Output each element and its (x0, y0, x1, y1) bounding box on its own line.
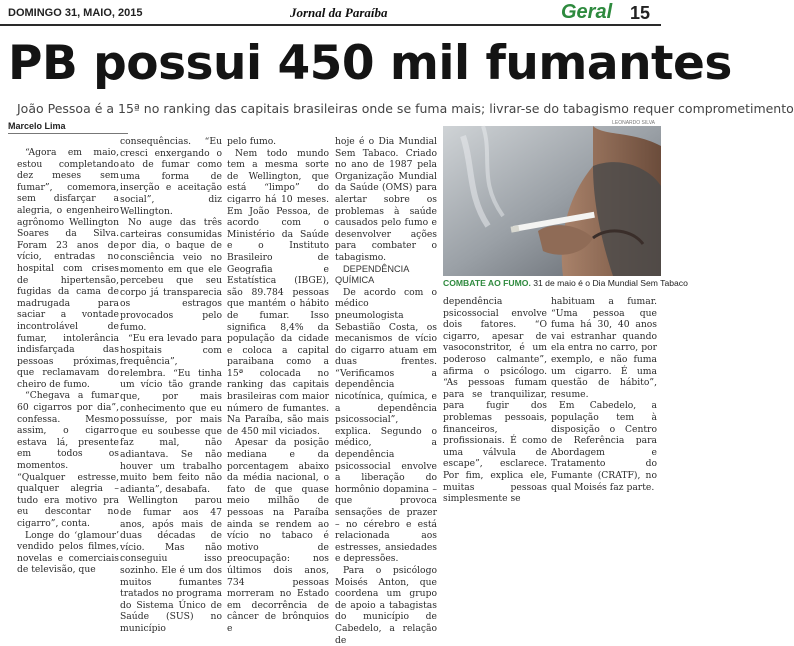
paragraph: hoje é o Dia Mundial Sem Tabaco. Criado no ano de 1987 pela Organização Mundial da Saúde (OMS) para alertar sobre os problemas à saúde causados pelo fumo e desenvolver ações para combater o tabagismo. (335, 136, 437, 263)
article-column-5 (443, 296, 547, 505)
paragraph: consequências. “Eu cresci enxergando o ato de fumar como uma forma de inserção e aceitação social”, diz Wellington. (120, 136, 222, 217)
paragraph: Para o psicólogo Moisés Anton, que coordena um grupo de apoio a tabagistas do município de Cabedelo, a relação de (335, 564, 437, 646)
article-column-4 (335, 136, 437, 646)
paragraph: dependência psicossocial envolve dois fatores. “O cigarro, apesar de vasoconstritor, é um poderoso calmante”, afirma o psicólogo. “As pessoas fumam para se tranquilizar, para fugir dos problemas pessoais, financeiros, profissionais. É como uma válvula de escape”, esclarece. Por fim, explica ele, muitas pessoas simplesmente se (443, 296, 547, 505)
paragraph: “Eu era levado para hospitais com frequência”, relembra. “Eu tinha um vício tão grande que, por mais conhecimento que eu possuísse, por mais que eu soubesse que faz mal, não adiantava. Se não houver um trabalho muito bem feito não adianta”, desabafa. (120, 333, 222, 495)
newspaper-masthead: Jornal da Paraíba (290, 5, 388, 20)
article-column-6 (551, 296, 657, 493)
photo-caption (443, 278, 688, 288)
paragraph: De acordo com o médico pneumologista Sebastião Costa, os mecanismos de vício do cigarro atuam em duas frentes. “Verificamos a dependência nicotínica, química, e a dependência psicossocial”, explica. Segundo o médico, a dependência psicossocial envolve a liberação do hormônio dopamina – que provoca sensações de prazer – no cérebro e está relacionada aos estresses, ansiedades e depressões. (335, 286, 437, 565)
paragraph: habituam a fumar. “Uma pessoa que fuma há 30, 40 anos vai estranhar quando ela entra no carro, por exemplo, e não fuma um cigarro. É uma questão de hábito”, resume. (551, 296, 657, 400)
issue-date: DOMINGO 31, MAIO, 2015 (8, 7, 143, 19)
paragraph: Apesar da posição mediana e da porcentagem abaixo da média nacional, o fato de que quase meio milhão de pessoas na Paraíba ainda se rendem ao vício no tabaco é motivo de preocupação: nos últimos dois anos, 734 pessoas morreram no Estado em decorrência de câncer de brônquios e (227, 437, 329, 634)
caption-text: 31 de maio é o Dia Mundial Sem Tabaco (533, 278, 688, 288)
smoker-photo (443, 126, 661, 276)
article-column-2 (120, 136, 222, 634)
article-column-3 (227, 136, 329, 634)
paragraph: Longe do ‘glamour’ vendido pelos filmes, novelas e comerciais de televisão, que (17, 529, 119, 576)
caption-label: COMBATE AO FUMO. (443, 278, 531, 288)
section-title: Geral (561, 1, 613, 23)
paragraph: Em Cabedelo, a população tem à disposição o Centro de Referência para Abordagem e Tratamento do Fumante (CRATF), no qual Moisés faz parte. (551, 400, 657, 493)
paragraph: Wellington parou de fumar aos 47 anos, após mais de duas décadas de vício. Mas não conseguiu isso sozinho. Ele é um dos muitos fumantes tratados no programa do Sistema Único de Saúde (SUS) no município (120, 495, 222, 634)
paragraph: “Chegava a fumar 60 cigarros por dia”, confessa. Mesmo assim, o cigarro estava lá, presente em todos os momentos. “Qualquer estresse, qualquer alegria – tudo era motivo pra eu descontar no cigarro”, conta. (17, 390, 119, 529)
article-subhead: João Pessoa é a 15ª no ranking das capitais brasileiras onde se fuma mais; livrar-se do tabagismo requer comprometimento (17, 101, 794, 116)
article-byline: Marcelo Lima (8, 121, 128, 134)
paragraph: Nem todo mundo tem a mesma sorte de Wellington, que está “limpo” do cigarro há 10 meses. Em João Pessoa, de acordo com o Ministério da Saúde e o Instituto Brasileiro de Geografia e Estatística (IBGE), são 89.784 pessoas que mantém o hábito de fumar. Isso significa 8,4% da população da cidade e coloca a capital paraibana como a 15ª colocada no ranking das capitais brasileiras com maior número de fumantes. Na Paraíba, são mais de 450 mil viciados. (227, 147, 329, 437)
paragraph: pelo fumo. (227, 136, 277, 147)
article-headline: PB possui 450 mil fumantes (8, 36, 732, 91)
page-number: 15 (630, 3, 651, 23)
page-header (0, 0, 661, 26)
article-column-1 (17, 147, 119, 576)
photo-credit: LEONARDO SILVA (612, 120, 655, 126)
section-subtitle: DEPENDÊNCIA QUÍMICA (335, 263, 410, 286)
paragraph: No auge das três carteiras consumidas por dia, o baque de consciência veio no momento em que ele percebeu que seu corpo já transparecia os estragos provocados pelo fumo. (120, 217, 222, 333)
photo-image (443, 126, 661, 276)
paragraph: “Agora em maio, estou completando dez meses sem fumar”, comemora, sem disfarçar a alegria, o engenheiro agrônomo Wellington Soares da Silva. Foram 23 anos de vício, entradas no hospital com crises de hipertensão, fugidas da cama de madrugada para saciar a vontade incontrolável de fumar, intolerância indisfarçada das pessoas próximas, que reclamavam do cheiro de fumo. (17, 147, 119, 390)
